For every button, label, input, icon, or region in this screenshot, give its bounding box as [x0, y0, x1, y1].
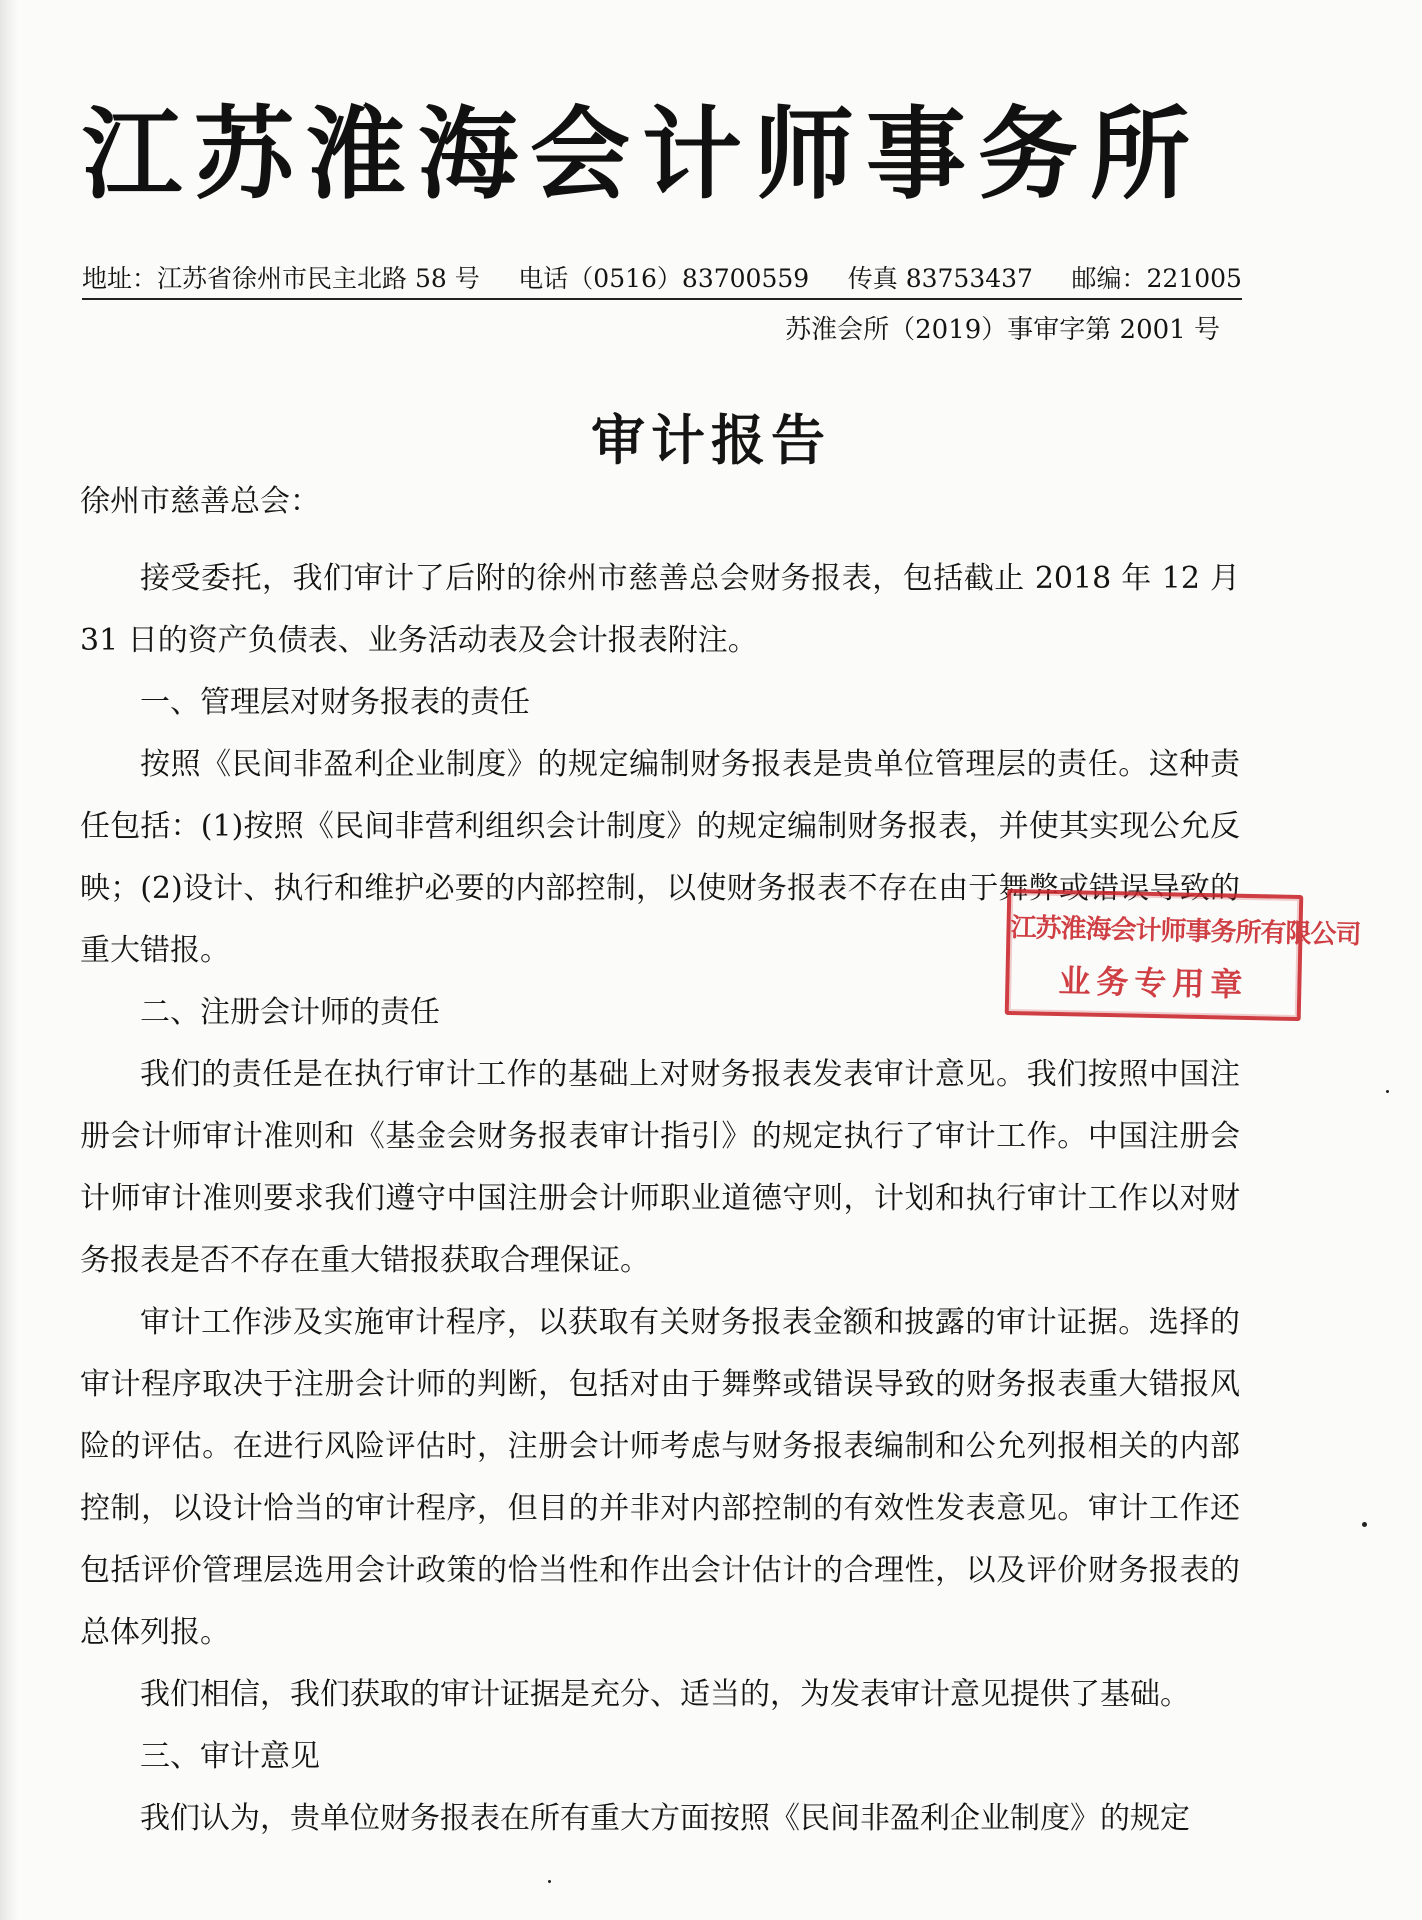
- firm-phone: 电话（0516）83700559: [518, 264, 810, 293]
- audit-opinion-paragraph: 我们认为，贵单位财务报表在所有重大方面按照《民间非盈利企业制度》的规定: [140, 1801, 1190, 1836]
- stamp-firm-name: 江苏淮海会计师事务所有限公司: [1010, 912, 1361, 951]
- auditor-responsibility-paragraph-1: 我们的责任是在执行审计工作的基础上对财务报表发表审计意见。我们按照中国注册会计师审计准则和《基金会财务报表审计指引》的规定执行了审计工作。中国注册会计师审计准则要求我们遵守中国注册会计师职业道德守则，计划和执行审计工作以对财务报表是否不存在重大错报获取合理保证。: [80, 1057, 1240, 1278]
- section-heading-opinion: 三、审计意见: [140, 1739, 320, 1774]
- firm-postcode: 邮编：221005: [1071, 264, 1242, 293]
- scan-speck: [1362, 1522, 1367, 1527]
- management-responsibility-paragraph: 按照《民间非盈利企业制度》的规定编制财务报表是贵单位管理层的责任。这种责任包括：(1)按照《民间非营利组织会计制度》的规定编制财务报表，并使其实现公允反映；(2)设计、执行和维护必要的内部控制，以使财务报表不存在由于舞弊或错误导致的重大错报。: [80, 747, 1240, 968]
- section-heading-management: 一、管理层对财务报表的责任: [140, 685, 530, 720]
- firm-name-letterhead: 江苏淮海会计师事务所: [82, 96, 1202, 213]
- firm-address: 地址：江苏省徐州市民主北路 58 号: [82, 264, 480, 293]
- stamp-purpose: 业务专用章: [1058, 962, 1249, 1004]
- scan-speck: [1386, 1090, 1389, 1093]
- section-heading-auditor: 二、注册会计师的责任: [140, 995, 440, 1030]
- report-title: 审计报告: [591, 409, 831, 472]
- auditor-responsibility-paragraph-2: 审计工作涉及实施审计程序，以获取有关财务报表金额和披露的审计证据。选择的审计程序取决于注册会计师的判断，包括对由于舞弊或错误导致的财务报表重大错报风险的评估。在进行风险评估时，注册会计师考虑与财务报表编制和公允列报相关的内部控制，以设计恰当的审计程序，但目的并非对内部控制的有效性发表意见。审计工作还包括评价管理层选用会计政策的恰当性和作出会计估计的合理性，以及评价财务报表的总体列报。: [80, 1305, 1240, 1650]
- contact-info-line: [82, 262, 1242, 300]
- salutation: 徐州市慈善总会：: [80, 484, 320, 519]
- auditor-responsibility-paragraph-3: 我们相信，我们获取的审计证据是充分、适当的，为发表审计意见提供了基础。: [140, 1677, 1190, 1712]
- firm-fax: 传真 83753437: [847, 264, 1033, 293]
- official-seal-stamp: [1005, 889, 1361, 1021]
- report-body: [80, 548, 1240, 1850]
- intro-paragraph: 接受委托，我们审计了后附的徐州市慈善总会财务报表，包括截止 2018 年 12 月 31 日的资产负债表、业务活动表及会计报表附注。: [80, 561, 1240, 658]
- report-reference-number: 苏淮会所（2019）事审字第 2001 号: [785, 315, 1220, 345]
- scan-speck: [548, 1880, 551, 1883]
